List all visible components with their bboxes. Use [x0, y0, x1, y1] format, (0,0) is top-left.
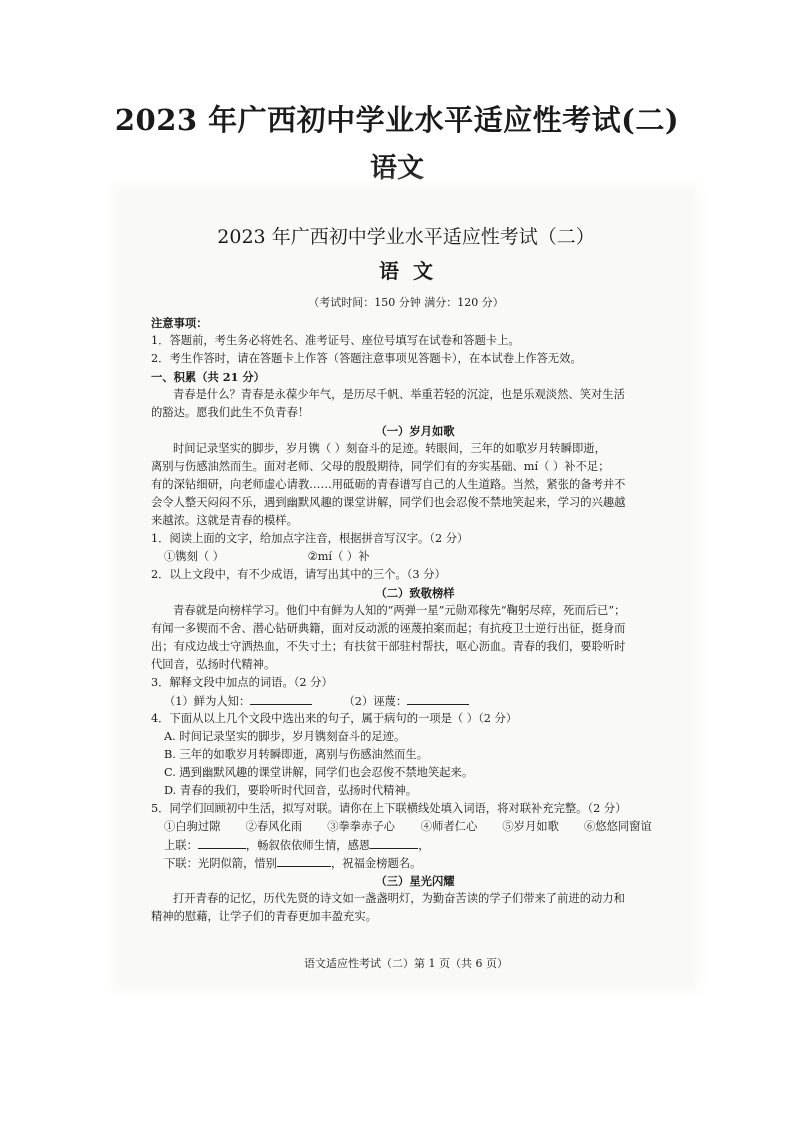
exam-body [151, 314, 679, 926]
part-3-title: （三）星光闪耀 [375, 874, 455, 888]
question-5-option: ①白驹过隙 [164, 820, 221, 833]
couplet-upper-text: ，畅叙依依师生情，感恩 [245, 839, 371, 852]
passage-1-line-2: 离别与伤感油然而生。面对老师、父母的殷殷期待，同学们有的夯实基础、mí（ ）补不足； [151, 460, 610, 473]
part-1-title: （一）岁月如歌 [375, 424, 455, 438]
couplet-upper-label: 上联： [164, 839, 198, 852]
answer-blank[interactable] [407, 692, 469, 705]
couplet-upper [151, 836, 679, 854]
question-2: 2．以上文段中，有不少成语，请写出其中的三个。（3 分） [151, 568, 446, 581]
passage-1-line-3: 有的深钻细研，向老师虚心请教……用砥砺的青春谱写自己的人生道路。当然，紧张的备考并不 [151, 478, 626, 491]
intro-line-2: 的豁达。愿我们此生不负青春！ [151, 406, 310, 419]
answer-blank[interactable] [370, 836, 418, 849]
question-4-option-a: A. 时间记录坚实的脚步，岁月镌刻奋斗的足迹。 [164, 730, 406, 743]
couplet-lower-end: ，祝福金榜题名。 [330, 857, 422, 870]
question-4-option-d: D. 青春的我们，要聆听时代回音，弘扬时代精神。 [164, 784, 418, 797]
question-5-options [151, 818, 679, 836]
notice-item-1: 1．答题前，考生务必将姓名、准考证号、座位号填写在试卷和答题卡上。 [151, 334, 520, 347]
passage-1-line-5: 来越浓。这就是青春的模样。 [151, 514, 298, 527]
answer-blank[interactable] [198, 836, 246, 849]
passage-2-line-2: 有闻一多锲而不舍、潜心钻研典籍，面对反动派的诬蔑拍案而起；有抗疫卫士逆行出征，挺身而 [151, 622, 626, 635]
question-5-option: ⑤岁月如歌 [502, 820, 559, 833]
answer-blank[interactable] [250, 692, 312, 705]
passage-2-line-1: 青春就是向榜样学习。他们中有鲜为人知的“两弹一星”元勋邓稼先“鞠躬尽瘁，死而后已”； [173, 604, 626, 617]
intro-line-1: 青春是什么？青春是永葆少年气，是历尽千帆、举重若轻的沉淀，也是乐观淡然、笑对生活 [173, 388, 625, 401]
question-4-option-c: C. 遇到幽默风趣的课堂讲解，同学们也会忍俊不禁地笑起来。 [164, 766, 474, 779]
page-footer: 语文适应性考试（二）第 1 页（共 6 页） [304, 957, 508, 970]
question-4: 4．下面从以上几个文段中选出来的句子，属于病句的一项是（ ）（2 分） [151, 712, 518, 725]
question-5-option: ③拳拳赤子心 [327, 820, 395, 833]
exam-subject: 语文 [379, 259, 447, 283]
couplet-upper-end: ， [418, 839, 430, 852]
exam-title: 2023 年广西初中学业水平适应性考试（二） [217, 226, 595, 248]
passage-2-line-4: 代回音，弘扬时代精神。 [151, 658, 276, 671]
passage-2-line-3: 出；有戍边战士守洒热血，不失寸土；有扶贫干部驻村帮扶，呕心沥血。青春的我们，要聆听时 [151, 640, 626, 653]
question-5-option: ⑥悠悠同窗谊 [583, 820, 652, 833]
scanned-exam-page [118, 190, 694, 985]
exam-timing: （考试时间：150 分钟 满分：120 分） [308, 296, 504, 309]
couplet-lower [151, 854, 679, 872]
question-1: 1．阅读上面的文字，给加点字注音，根据拼音写汉字。（2 分） [151, 532, 469, 545]
question-5-option: ②春风化雨 [245, 820, 303, 833]
document-title: 2023 年广西初中学业水平适应性考试(二) [114, 103, 680, 137]
notice-item-2: 2．考生作答时，请在答题卡上作答（答题注意事项见答题卡），在本试卷上作答无效。 [151, 352, 582, 365]
section-heading-1: 一、积累（共 21 分） [151, 370, 265, 384]
passage-3-line-1: 打开青春的记忆，历代先贤的诗文如一盏盏明灯，为勤奋苦读的学子们带来了前进的动力和 [173, 892, 625, 905]
part-2-title: （二）致敬榜样 [375, 586, 455, 600]
question-3: 3．解释文段中加点的词语。（2 分） [151, 676, 333, 689]
question-3-item-b: （2）诬蔑： [343, 695, 408, 708]
passage-3-line-2: 精神的慰藉，让学子们的青春更加丰盈充实。 [151, 910, 377, 923]
question-3-item-a: （1）鲜为人知： [164, 695, 251, 708]
passage-1-line-4: 会令人整天闷闷不乐，遇到幽默风趣的课堂讲解，同学们也会忍俊不禁地笑起来，学习的兴趣越 [151, 496, 626, 509]
question-1-items [151, 548, 679, 566]
question-1-item-b: ②mí（ ）补 [307, 550, 370, 563]
question-3-items [151, 692, 679, 710]
notice-heading: 注意事项： [151, 316, 208, 330]
answer-blank[interactable] [277, 854, 331, 867]
question-5-option: ④师者仁心 [420, 820, 478, 833]
question-5: 5．同学们回顾初中生活，拟写对联。请你在上下联横线处填入词语，将对联补充完整。（2 分） [151, 802, 627, 815]
question-1-item-a: ①镌刻（ ） [164, 550, 225, 563]
passage-1-line-1: 时间记录坚实的脚步，岁月镌（ ）刻奋斗的足迹。转眼间，三年的如歌岁月转瞬即逝， [173, 442, 606, 455]
couplet-lower-text: 下联：光阴似箭，惜别 [164, 857, 277, 870]
question-4-option-b: B. 三年的如歌岁月转瞬即逝，离别与伤感油然而生。 [164, 748, 429, 761]
document-subject: 语文 [370, 153, 424, 184]
